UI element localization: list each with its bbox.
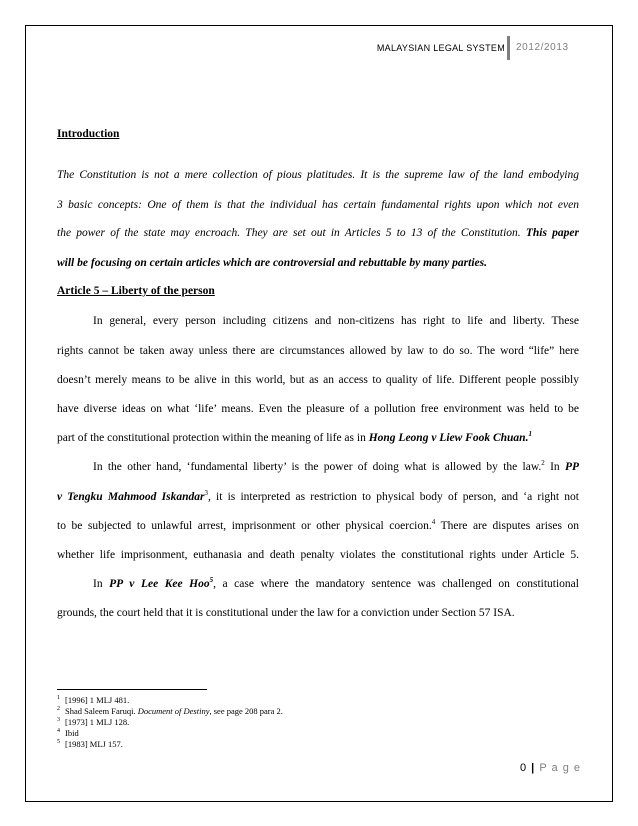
p1-last-text: part of the constitutional protection within the meaning of life as in [57,432,366,444]
footnote-2-num: 2 [57,706,60,713]
p2-in: In [550,461,560,473]
footnote-ref-1: 1 [528,430,532,439]
article5-heading: Article 5 – Liberty of the person [57,285,215,297]
p2-line-2 [57,490,579,504]
intro-line-3 [57,226,579,240]
case-hong-leong: Hong Leong v Liew Fook Chuan. [368,432,529,444]
intro-bold-tail: This paper [525,227,580,239]
footnote-3-text: [1973] 1 MLJ 128. [65,717,130,727]
p2-line-3 [57,519,579,533]
p2-text-b: , it is interpreted as restriction to physical body of person, and ‘a right not [207,491,580,503]
p2-line-1 [93,460,579,474]
footnote-5 [57,739,123,750]
page-number-label: P a g e [539,762,581,774]
footnote-3-num: 3 [57,717,60,724]
p1-line-5 [57,431,579,445]
p3-line-1 [93,577,579,591]
page-number [520,762,581,774]
page-number-sep: | [527,762,540,774]
footnote-3 [57,717,129,728]
p1-line-4: have diverse ideas on what ‘life’ means. Even the pleasure of a pollution free environment was held to be [57,403,579,415]
p3-text-a: , a case where the mandatory sentence was challenged on constitutional [213,578,579,590]
intro-line-1: The Constitution is not a mere collection of pious platitudes. It is the supreme law of the land embodying [57,169,579,181]
p1-line-2: rights cannot be taken away unless there are circumstances allowed by law to do so. The word “life” here [57,345,579,357]
intro-bold-line: will be focusing on certain articles which are controversial and rebuttable by many parties. [57,257,487,269]
header-title: MALAYSIAN LEGAL SYSTEM [376,43,505,53]
footnote-2 [57,706,283,717]
case-tengku: v Tengku Mahmood Iskandar [57,491,205,503]
header-year: 2012/2013 [516,42,569,53]
header-divider [507,36,510,60]
footnote-ref-2: 2 [541,459,545,468]
footnote-ref-4: 4 [431,518,436,527]
page-number-value: 0 [520,762,528,774]
footnote-2-post: , see page 208 para 2. [209,706,283,716]
intro-line-2: 3 basic concepts: One of them is that the individual has certain fundamental rights upon which not even [57,199,579,211]
p1-line-3: doesn’t merely means to be alive in this world, but as an access to quality of life. Different people possibly [57,374,579,386]
case-pp-a: PP [564,461,580,473]
footnote-1-num: 1 [57,695,60,702]
footnote-5-num: 5 [57,739,60,746]
footnote-4 [57,728,79,739]
intro-heading: Introduction [57,128,120,140]
footnote-4-text: Ibid [65,728,79,738]
footnote-2-pre: Shad Saleem Faruqi. [65,706,138,716]
footnote-5-text: [1983] MLJ 157. [65,739,123,749]
footnote-ref-5: 5 [209,576,214,585]
p3-line-2: grounds, the court held that it is constitutional under the law for a conviction under Section 57 ISA. [57,607,515,619]
p2-line-4: whether life imprisonment, euthanasia and death penalty violates the constitutional rights under Article 5. [57,549,579,561]
footnote-1-text: [1996] 1 MLJ 481. [65,695,130,705]
footnote-1 [57,695,129,706]
footnote-ref-3: 3 [204,489,208,498]
footnote-2-italic: Document of Destiny [137,706,210,716]
p3-prefix: In [93,578,103,590]
p2-text-d: There are disputes arises on [435,520,579,532]
p1-line-1: In general, every person including citizens and non-citizens has right to life and liberty. These [93,315,579,327]
footnote-4-num: 4 [57,728,60,735]
case-lee-kee-hoo: PP v Lee Kee Hoo [109,578,210,590]
footnote-rule [57,689,207,690]
p2-text-c: to be subjected to unlawful arrest, imprisonment or other physical coercion. [57,520,432,532]
intro-line-3-text: the power of the state may encroach. They are set out in Articles 5 to 13 of the Constitution. [57,227,521,239]
p2-text-a: In the other hand, ‘fundamental liberty’ is the power of doing what is allowed by the law. [93,461,542,473]
